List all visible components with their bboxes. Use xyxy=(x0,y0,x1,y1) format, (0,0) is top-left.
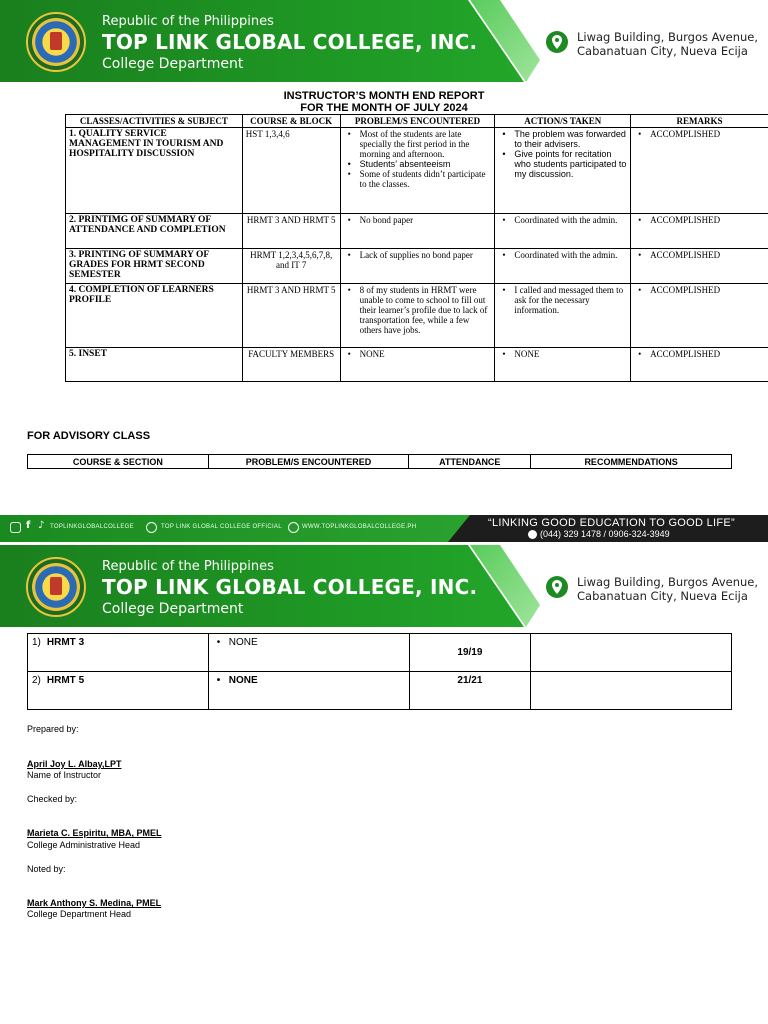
remark-item: • ACCOMPLISHED xyxy=(634,285,765,295)
table-row xyxy=(28,672,732,710)
action-item: • Coordinated with the admin. xyxy=(498,215,627,225)
problem-item: • Most of the students are late specially the first period in the morning and afternoon. xyxy=(344,129,492,159)
republic-text: Republic of the Philippines xyxy=(102,14,274,29)
course-cell: HRMT 1,2,3,4,5,6,7,8, and IT 7 xyxy=(242,249,340,284)
action-item: • Give points for recitation who students participated to my discussion. xyxy=(498,149,627,179)
college-name: TOP LINK GLOBAL COLLEGE, INC. xyxy=(102,30,478,54)
column-header: ACTION/S TAKEN xyxy=(495,115,631,128)
department-name: College Department xyxy=(102,56,244,72)
location-pin-icon xyxy=(545,30,569,54)
advisory-heading: FOR ADVISORY CLASS xyxy=(27,430,151,442)
column-header: REMARKS xyxy=(631,115,768,128)
remark-item: • ACCOMPLISHED xyxy=(634,349,765,359)
prepared-label: Prepared by: xyxy=(27,724,79,734)
subject-cell: 1. QUALITY SERVICE MANAGEMENT IN TOURISM AND HOSPITALITY DISCUSSION xyxy=(66,128,243,214)
noted-title: College Department Head xyxy=(27,909,132,919)
problems-cell xyxy=(340,249,495,284)
checked-label: Checked by: xyxy=(27,794,78,804)
noted-label: Noted by: xyxy=(27,864,66,874)
college-name: TOP LINK GLOBAL COLLEGE, INC. xyxy=(102,575,478,599)
column-header: CLASSES/ACTIVITIES & SUBJECT xyxy=(66,115,243,128)
youtube-channel: TOP LINK GLOBAL COLLEGE OFFICIAL xyxy=(161,524,282,530)
attendance-value: 21/21 xyxy=(457,675,483,686)
problem-cell xyxy=(208,634,409,672)
row-number: 2) xyxy=(32,675,41,686)
table-row xyxy=(66,348,768,382)
row-number: 1) xyxy=(32,637,41,648)
attendance-cell xyxy=(409,634,531,672)
checked-name: Marieta C. Espiritu, MBA, PMEL xyxy=(27,828,162,838)
attendance-value: 19/19 xyxy=(457,647,483,658)
problems-cell xyxy=(340,348,495,382)
course-section-cell xyxy=(28,672,209,710)
problems-cell xyxy=(340,128,495,214)
column-header: COURSE & SECTION xyxy=(28,455,209,469)
location-pin-icon xyxy=(545,575,569,599)
table-row xyxy=(66,128,768,214)
college-seal-icon xyxy=(26,557,86,617)
month-end-report-table xyxy=(65,114,768,382)
address-line-2: Cabanatuan City, Nueva Ecija xyxy=(577,589,748,603)
remarks-cell xyxy=(631,128,768,214)
recommendation-cell xyxy=(531,634,732,672)
table-row xyxy=(66,284,768,348)
course-section-cell xyxy=(28,634,209,672)
header-banner xyxy=(0,0,768,82)
course-cell: HRMT 3 AND HRMT 5 xyxy=(242,284,340,348)
problem-item: • Some of students didn’t participate to the classes. xyxy=(344,169,492,189)
problem-item: • NONE xyxy=(344,349,492,359)
tiktok-icon: ♪ xyxy=(38,520,45,531)
header-banner xyxy=(0,545,768,627)
recommendation-cell xyxy=(531,672,732,710)
prepared-title: Name of Instructor xyxy=(27,770,102,780)
remarks-cell xyxy=(631,284,768,348)
section-name: HRMT 3 xyxy=(46,637,85,648)
column-header: COURSE & BLOCK xyxy=(242,115,340,128)
column-header: PROBLEM/S ENCOUNTERED xyxy=(340,115,495,128)
actions-cell xyxy=(495,284,631,348)
republic-text: Republic of the Philippines xyxy=(102,559,274,574)
social-handle: TOPLINKGLOBALCOLLEGE xyxy=(50,524,134,530)
column-header: PROBLEM/S ENCOUNTERED xyxy=(208,455,409,469)
table-header-row xyxy=(28,455,732,469)
subject-cell: 5. INSET xyxy=(66,348,243,382)
actions-cell xyxy=(495,249,631,284)
remark-item: • ACCOMPLISHED xyxy=(634,250,765,260)
advisory-header-table xyxy=(27,454,732,469)
facebook-icon: f xyxy=(26,520,31,531)
address-line-1: Liwag Building, Burgos Avenue, xyxy=(577,575,759,589)
report-subtitle: FOR THE MONTH OF JULY 2024 xyxy=(300,102,468,114)
problem-item: • Students’ absenteeism xyxy=(344,159,492,169)
subject-cell: 3. PRINTING OF SUMMARY OF GRADES FOR HRMT SECOND SEMESTER xyxy=(66,249,243,284)
table-row xyxy=(66,214,768,249)
problem-item: • NONE xyxy=(213,675,405,686)
department-name: College Department xyxy=(102,601,244,617)
actions-cell xyxy=(495,214,631,249)
actions-cell xyxy=(495,348,631,382)
attendance-cell xyxy=(409,672,531,710)
noted-name: Mark Anthony S. Medina, PMEL xyxy=(27,898,162,908)
checked-title: College Administrative Head xyxy=(27,840,141,850)
table-header-row xyxy=(66,115,768,128)
address-line-2: Cabanatuan City, Nueva Ecija xyxy=(577,44,748,58)
remark-item: • ACCOMPLISHED xyxy=(634,215,765,225)
remarks-cell xyxy=(631,249,768,284)
problem-item: • Lack of supplies no bond paper xyxy=(344,250,492,260)
problem-item: • No bond paper xyxy=(344,215,492,225)
problem-cell xyxy=(208,672,409,710)
problem-item: • 8 of my students in HRMT were unable to come to school to fill out their learner’s profile due to lack of transportation fee, while a few others have jobs. xyxy=(344,285,492,335)
section-name: HRMT 5 xyxy=(46,675,85,686)
actions-cell xyxy=(495,128,631,214)
subject-cell: 4. COMPLETION OF LEARNERS PROFILE xyxy=(66,284,243,348)
address-line-1: Liwag Building, Burgos Avenue, xyxy=(577,30,759,44)
problems-cell xyxy=(340,284,495,348)
college-seal-icon xyxy=(26,12,86,72)
column-header: RECOMMENDATIONS xyxy=(531,455,732,469)
report-title: INSTRUCTOR’S MONTH END REPORT xyxy=(283,90,485,102)
course-cell: HRMT 3 AND HRMT 5 xyxy=(242,214,340,249)
problems-cell xyxy=(340,214,495,249)
subject-cell: 2. PRINTIMG OF SUMMARY OF ATTENDANCE AND COMPLETION xyxy=(66,214,243,249)
action-item: • I called and messaged them to ask for the necessary information. xyxy=(498,285,627,315)
page-footer xyxy=(0,515,768,542)
table-row xyxy=(66,249,768,284)
advisory-table xyxy=(27,633,732,710)
action-item: • NONE xyxy=(498,349,627,359)
course-cell: HST 1,3,4,6 xyxy=(242,128,340,214)
problem-item: • NONE xyxy=(213,637,405,648)
remarks-cell xyxy=(631,348,768,382)
phone-icon xyxy=(528,530,537,539)
youtube-icon xyxy=(146,522,157,533)
remarks-cell xyxy=(631,214,768,249)
table-row xyxy=(28,634,732,672)
action-item: • Coordinated with the admin. xyxy=(498,250,627,260)
column-header: ATTENDANCE xyxy=(409,455,531,469)
instagram-icon xyxy=(10,522,21,533)
remark-item: • ACCOMPLISHED xyxy=(634,129,765,139)
website: WWW.TOPLINKGLOBALCOLLEGE.PH xyxy=(302,524,417,530)
tagline: “LINKING GOOD EDUCATION TO GOOD LIFE” xyxy=(488,517,736,529)
action-item: • The problem was forwarded to their advisers. xyxy=(498,129,627,149)
phone-numbers: (044) 329 1478 / 0906-324-3949 xyxy=(540,529,670,539)
globe-icon xyxy=(288,522,299,533)
prepared-name: April Joy L. Albay,LPT xyxy=(27,759,122,769)
course-cell: FACULTY MEMBERS xyxy=(242,348,340,382)
